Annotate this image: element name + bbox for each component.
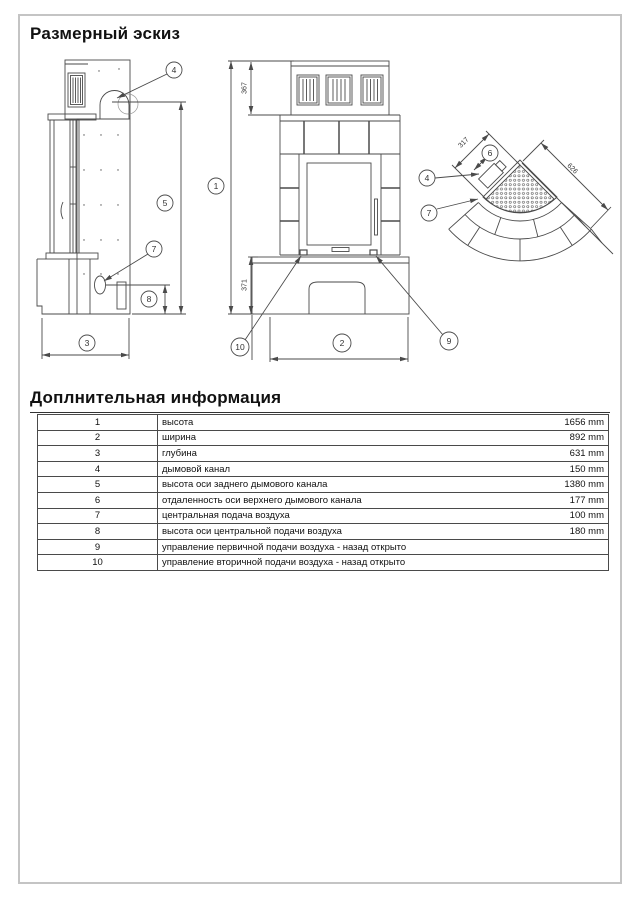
info-table [37,414,609,571]
callout-10 [231,338,249,356]
row-label: управление первичной подачи воздуха - назад открыто [162,541,407,553]
row-label: глубина [162,447,197,459]
table-row [38,477,609,493]
row-label: ширина [162,432,197,444]
svg-text:4: 4 [424,173,430,183]
row-number: 2 [38,430,158,446]
row-value: 631 mm [569,447,604,459]
door-glass [307,163,371,245]
svg-text:4: 4 [171,65,177,75]
row-label: управление вторичной подачи воздуха - назад открыто [162,557,406,569]
svg-text:2: 2 [339,338,345,348]
dim-label-367: 367 [241,82,249,94]
table-row [38,539,609,555]
svg-text:7: 7 [426,208,432,218]
row-label: центральная подача воздуха [162,510,290,522]
sketch-section-title: Размерный эскиз [30,24,181,43]
svg-text:6: 6 [487,148,493,158]
row-value: 150 mm [569,463,604,475]
plinth-arch [309,282,365,314]
row-number: 5 [38,477,158,493]
perforated-top-plate [486,165,554,213]
central-air-inlet [95,276,106,294]
row-value: 100 mm [569,510,604,522]
dim-label-317: 317 [457,136,471,150]
callout-8 [141,291,157,307]
callout-6 [482,145,498,161]
vent-grilles [297,75,383,105]
side-dimensions [42,102,186,359]
row-number: 1 [38,415,158,431]
primary-air-control [370,250,377,255]
secondary-air-control [300,250,307,255]
row-number: 4 [38,461,158,477]
svg-text:10: 10 [235,342,245,352]
document-page [18,14,622,884]
callout-1 [208,178,224,194]
dim-label-371: 371 [241,279,249,291]
row-label: высота оси заднего дымового канала [162,479,328,491]
row-label: отдаленность оси верхнего дымового канала [162,494,362,506]
svg-text:3: 3 [84,338,90,348]
row-number: 6 [38,492,158,508]
row-value: 177 mm [569,494,604,506]
svg-text:9: 9 [446,336,452,346]
callout-3 [79,335,95,351]
svg-text:8: 8 [146,294,152,304]
row-value: 1656 mm [564,416,604,428]
plan-view [449,131,613,261]
row-number: 9 [38,539,158,555]
row-value: 1380 mm [564,479,604,491]
row-number: 10 [38,555,158,571]
table-row [38,415,609,431]
table-row [38,461,609,477]
row-value: 892 mm [569,432,604,444]
svg-text:1: 1 [213,181,219,191]
row-number: 7 [38,508,158,524]
info-section-title: Доплнительная информация [30,388,610,413]
callout-5 [157,195,173,211]
row-number: 8 [38,524,158,540]
table-row [38,508,609,524]
table-row [38,524,609,540]
sketch-drawing [30,52,614,374]
dim-label-626: 626 [565,162,579,176]
callout-7 [146,241,162,257]
door-handle-front [375,199,378,235]
dimensional-sketch [30,52,614,374]
table-row [38,430,609,446]
callout-7-plan [421,205,437,221]
callout-4-plan [419,170,435,186]
row-value: 180 mm [569,525,604,537]
callout-4 [166,62,182,78]
callout-9 [440,332,458,350]
svg-text:5: 5 [162,198,168,208]
table-row [38,446,609,462]
row-number: 3 [38,446,158,462]
table-row [38,555,609,571]
row-label: дымовой канал [162,463,231,475]
svg-text:7: 7 [151,244,157,254]
info-table-body [38,415,609,571]
row-label: высота [162,416,194,428]
row-label: высота оси центральной подачи воздуха [162,525,342,537]
callout-2 [333,334,351,352]
door-handle-side [61,202,63,219]
front-view [228,61,409,362]
table-row [38,492,609,508]
